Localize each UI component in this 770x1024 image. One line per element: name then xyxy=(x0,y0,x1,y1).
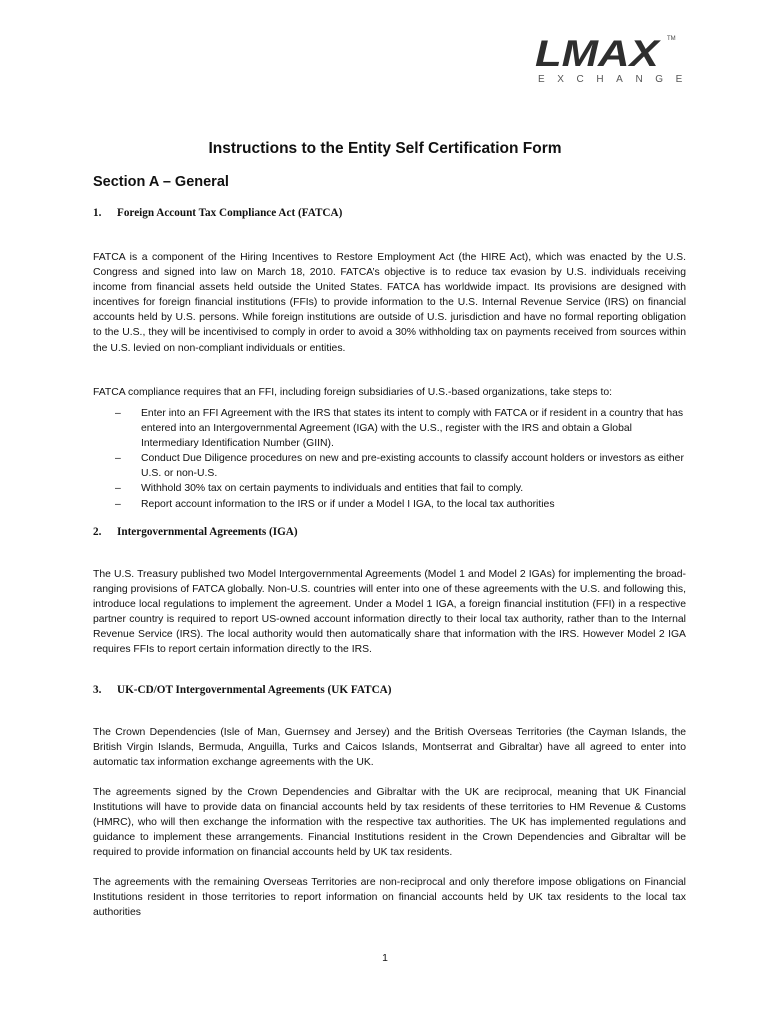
bullet-dash: – xyxy=(115,408,121,419)
section-2-number: 2. xyxy=(93,526,102,538)
list-item xyxy=(115,497,690,512)
section-2-title: Intergovernmental Agreements (IGA) xyxy=(117,526,298,538)
section-3-title: UK-CD/OT Intergovernmental Agreements (UK FATCA) xyxy=(117,684,392,696)
logo-wordmark: LMAX xyxy=(535,33,659,74)
page-number: 1 xyxy=(382,953,388,964)
bullet-dash: – xyxy=(115,498,121,510)
section-1-heading xyxy=(93,207,342,219)
list-item-text: Conduct Due Diligence procedures on new and pre-existing accounts to classify account holders or investors as either U.S. or non-U.S. xyxy=(141,453,684,480)
section-1-title: Foreign Account Tax Compliance Act (FATCA) xyxy=(117,207,343,219)
uk-fatca-paragraph-3: The agreements with the remaining Overseas Territories are non-reciprocal and only therefore impose obligations on Financial Institutions resident in those territories to report information on financial accounts held by UK tax residents to the local tax authorities xyxy=(93,877,686,919)
lmax-exchange-logo xyxy=(533,33,695,86)
list-item xyxy=(115,451,690,481)
list-item xyxy=(115,481,690,496)
list-item xyxy=(115,406,690,451)
list-item-text: Report account information to the IRS or if under a Model I IGA, to the local tax authorities xyxy=(141,498,555,510)
bullet-dash: – xyxy=(115,453,121,465)
list-item-text: Enter into an FFI Agreement with the IRS that states its intent to comply with FATCA or if resident in a country that has entered into an Intergovernmental Agreement (IGA) with the U.S., register with the IRS and obtain a Global Intermediary Identification Number (GIIN). xyxy=(141,408,684,450)
logo-trademark: TM xyxy=(667,36,676,42)
document-title: Instructions to the Entity Self Certification Form xyxy=(208,140,562,157)
section-3-number: 3. xyxy=(93,684,102,696)
fatca-steps-list xyxy=(115,406,690,512)
uk-fatca-paragraph-1: The Crown Dependencies (Isle of Man, Guernsey and Jersey) and the British Overseas Territories (the Cayman Islands, the British Virgin Islands, Bermuda, Anguilla, Turks and Caicos Islands, Montserrat and Gibraltar) have all agreed to enter into automatic tax information exchange agreements with the UK. xyxy=(93,727,686,769)
section-1-number: 1. xyxy=(93,207,102,219)
bullet-dash: – xyxy=(115,483,121,495)
logo-subtitle: EXCHANGE xyxy=(538,74,695,85)
uk-fatca-paragraph-2: The agreements signed by the Crown Dependencies and Gibraltar with the UK are reciprocal, meaning that UK Financial Institutions will have to provide data on financial accounts held by tax residents of these territories to HM Revenue & Customs (HMRC), who will then exchange the information with the respective tax authorities. The UK has implemented regulations and guidance to implement these arrangements. Financial Institutions resident in the Crown Dependencies and Gibraltar will be required to provide information on financial accounts held by UK tax residents. xyxy=(93,787,686,859)
list-item-text: Withhold 30% tax on certain payments to individuals and entities that fail to comply. xyxy=(141,483,524,495)
section-2-heading xyxy=(93,526,298,538)
fatca-intro-paragraph: FATCA is a component of the Hiring Incentives to Restore Employment Act (the HIRE Act), which was enacted by the U.S. Congress and signed into law on March 18, 2010. FATCA’s objective is to reduce tax evasion by U.S. individuals receiving income from financial assets held outside the United States. FATCA has worldwide impact. Its provisions are designed with incentives for foreign financial institutions (FFIs) to provide information to the U.S. Internal Revenue Service (IRS) on financial accounts held by U.S. persons. While foreign institutions are outside of U.S. jurisdiction and have no formal reporting obligation to the U.S., they will be incentivised to comply in order to avoid a 30% withholding tax on payments received from sources within the U.S. levied on non-compliant individuals or entities. xyxy=(93,252,686,354)
section-a-heading: Section A – General xyxy=(93,174,229,190)
fatca-compliance-paragraph: FATCA compliance requires that an FFI, including foreign subsidiaries of U.S.-based organizations, take steps to: xyxy=(93,387,613,398)
iga-paragraph: The U.S. Treasury published two Model Intergovernmental Agreements (Model 1 and Model 2 IGAs) for implementing the broad-ranging provisions of FATCA globally. Non-U.S. countries will enter into one of these agreements with the U.S. and following this, introduce local regulations to implement the agreement. Under a Model 1 IGA, a foreign financial institution (FFI) in a respective partner country is required to report US-owned account information directly to their local tax authority, rather than to the Internal Revenue Service (IRS). The local authority would then automatically share that information with the IRS. However Model 2 IGA requires FFIs to report certain information directly to the IRS. xyxy=(93,569,686,656)
section-3-heading xyxy=(93,684,391,696)
